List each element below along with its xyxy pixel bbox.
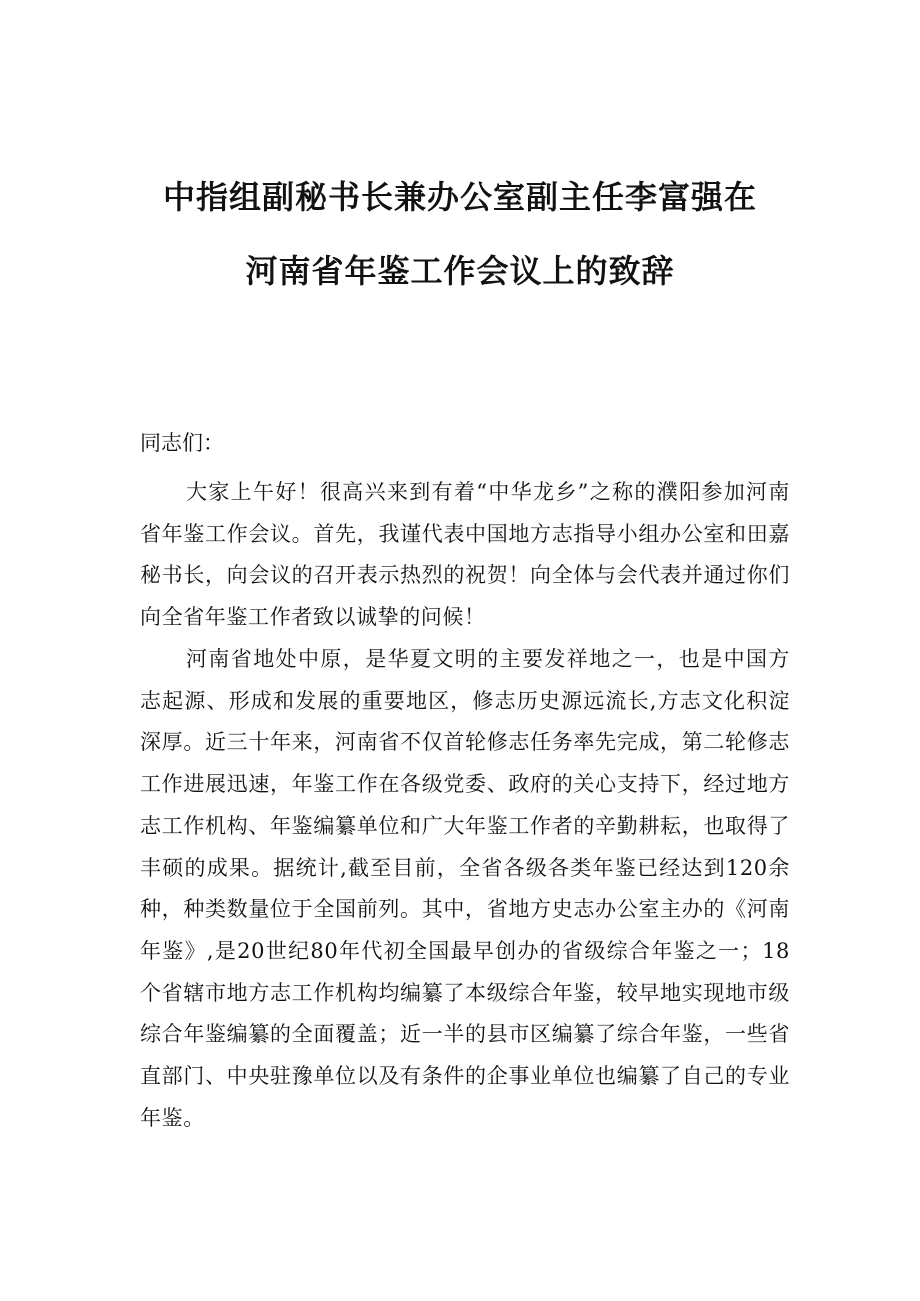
paragraph-greeting: 大家上午好！很高兴来到有着“中华龙乡”之称的濮阳参加河南省年鉴工作会议。首先，我谨代表中国地方志指导小组办公室和田嘉秘书长，向会议的召开表示热烈的祝贺！向全体与会代表并通过你们向全省年鉴工作者致以诚挚的问候！: [140, 480, 790, 630]
salutation: 同志们：: [140, 431, 224, 455]
document-title-line-1: 中指组副秘书长兼办公室副主任李富强在: [162, 178, 757, 216]
document-title-line-2: 河南省年鉴工作会议上的致辞: [245, 252, 675, 290]
paragraph-henan-yearbooks: 河南省地处中原，是华夏文明的主要发祥地之一，也是中国方志起源、形成和发展的重要地区，修志历史源远流长,方志文化积淀深厚。近三十年来，河南省不仅首轮修志任务率先完成，第二轮修志工作进展迅速，年鉴工作在各级党委、政府的关心支持下，经过地方志工作机构、年鉴编纂单位和广大年鉴工作者的辛勤耕耘，也取得了丰硕的成果。据统计,截至目前，全省各级各类年鉴已经达到120余种，种类数量位于全国前列。其中，省地方史志办公室主办的《河南年鉴》,是20世纪80年代初全国最早创办的省级综合年鉴之一；18个省辖市地方志工作机构均编纂了本级综合年鉴，较早地实现地市级综合年鉴编纂的全面覆盖；近一半的县市区编纂了综合年鉴，一些省直部门、中央驻豫单位以及有条件的企事业单位也编纂了自己的专业年鉴。: [140, 647, 790, 1130]
